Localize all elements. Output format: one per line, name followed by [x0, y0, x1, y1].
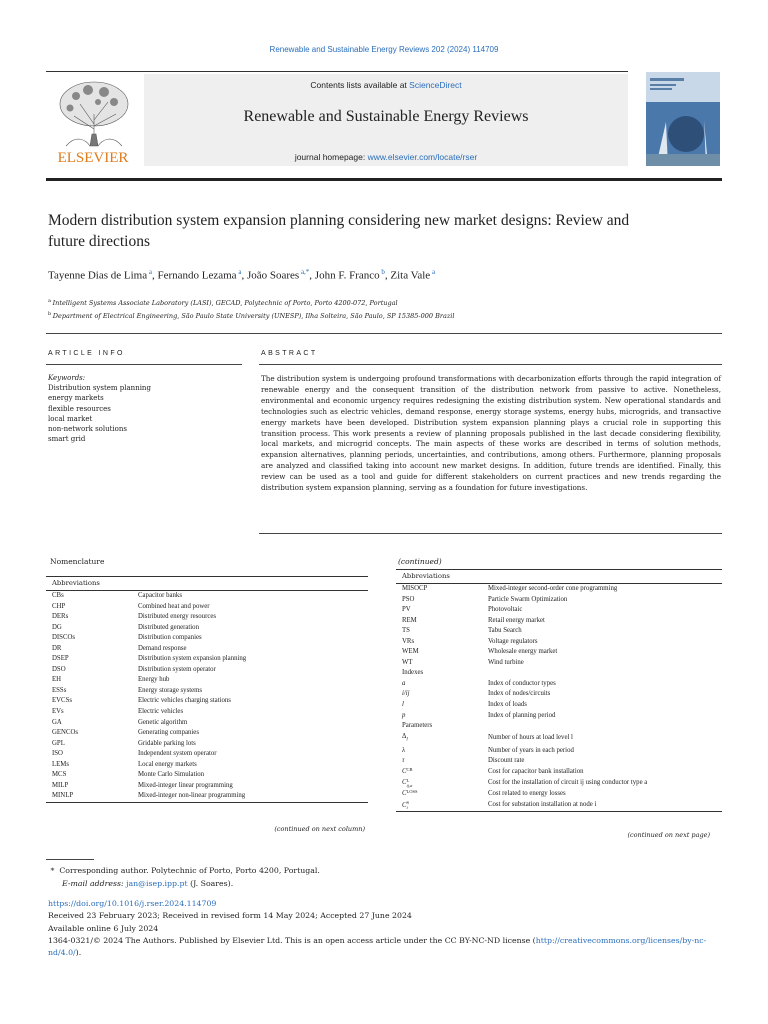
paper-title: Modern distribution system expansion planning considering new market designs: Review and future directions — [48, 212, 630, 250]
journal-cover-thumbnail[interactable] — [646, 72, 720, 166]
nomenclature-definition: Index of planning period — [488, 711, 556, 719]
nomenclature-definition: Capacitor banks — [138, 592, 182, 599]
article-footer — [48, 898, 728, 959]
email-label: E-mail address: — [62, 879, 124, 888]
keywords-block — [48, 373, 244, 444]
nomenclature-definition: Energy storage systems — [138, 686, 203, 694]
nomenclature-row — [396, 756, 647, 767]
license-suffix: ). — [75, 948, 82, 958]
nomenclature-definition: Retail energy market — [488, 616, 545, 624]
continued-next-page: (continued on next page) — [627, 831, 710, 839]
nomenclature-definition: Index of nodes/circuits — [488, 690, 551, 698]
nomenclature-definition: Demand response — [138, 644, 187, 652]
nomenclature-row — [396, 626, 647, 637]
nomenclature-term: GPL — [52, 739, 65, 747]
abstract-end-rule — [259, 533, 722, 534]
nomenclature-row — [396, 800, 647, 811]
keyword: non-network solutions — [48, 425, 127, 434]
affiliation-list — [48, 296, 728, 322]
nomenclature-term: GA — [52, 718, 62, 726]
nomenclature-term — [396, 756, 488, 767]
affiliation-mark[interactable]: a,* — [299, 268, 310, 276]
nomenclature-row — [46, 644, 246, 655]
available-online: Available online 6 July 2024 — [48, 923, 159, 933]
nomenclature-row — [46, 591, 246, 602]
nomenclature-definition: Generating companies — [138, 729, 199, 737]
nomenclature-term: DG — [52, 623, 62, 631]
symbol: C S i — [402, 799, 410, 810]
received-dates: Received 23 February 2023; Received in revised form 14 May 2024; Accepted 27 June 2024 — [48, 911, 412, 921]
nomenclature-continued-title: (continued) — [398, 557, 442, 566]
nomenclature-term: GENCOs — [52, 729, 79, 737]
nomenclature-term: DR — [52, 644, 62, 652]
nomenclature-row — [396, 647, 647, 658]
nomenclature-term: PSO — [402, 595, 415, 603]
abstract-heading: ABSTRACT — [261, 350, 318, 357]
nomenclature-left-rows — [46, 591, 246, 802]
article-info-heading: ARTICLE INFO — [48, 350, 125, 357]
license-link[interactable]: http://creativecommons.org/licenses/by-nc-nd/4.0/ — [48, 935, 707, 958]
nomenclature-row — [396, 616, 647, 627]
nomenclature-term: PV — [402, 606, 411, 614]
nomenclature-definition: Index of conductor types — [488, 679, 556, 687]
affiliation-mark[interactable]: a — [236, 268, 242, 276]
keyword: Distribution system planning — [48, 384, 151, 393]
nomenclature-term — [396, 679, 488, 690]
nomenclature-term — [396, 732, 488, 746]
nomenclature-row — [396, 689, 647, 700]
table-bottom-rule — [396, 811, 722, 812]
nomenclature-row — [396, 679, 647, 690]
affiliation-mark[interactable]: b — [379, 268, 385, 276]
nomenclature-definition: Genetic algorithm — [138, 718, 188, 726]
footnote-rule — [46, 859, 94, 860]
nomenclature-row — [46, 675, 246, 686]
journal-title: Renewable and Sustainable Energy Reviews — [243, 108, 529, 125]
nomenclature-row — [396, 605, 647, 616]
nomenclature-term: WT — [402, 658, 413, 666]
symbol: λ — [402, 746, 405, 754]
nomenclature-definition: Combined heat and power — [138, 602, 210, 610]
nomenclature-definition: Distribution system operator — [138, 665, 216, 673]
nomenclature-row — [46, 623, 246, 634]
nomenclature-row — [46, 739, 246, 750]
email-link[interactable]: jan@isep.ipp.pt — [126, 879, 188, 888]
nomenclature-term: MINLP — [52, 792, 74, 800]
nomenclature-term: MILP — [52, 781, 69, 789]
keyword: flexible resources — [48, 404, 111, 413]
nomenclature-term: CHP — [52, 602, 66, 610]
footnote-star: * — [48, 866, 60, 875]
nomenclature-definition: Distributed energy resources — [138, 613, 217, 621]
nomenclature-term: CBs — [52, 592, 64, 599]
keyword-list — [48, 383, 244, 444]
nomenclature-definition: Discount rate — [488, 757, 525, 765]
nomenclature-definition: Mixed-integer second-order cone programming — [488, 585, 618, 592]
license-prefix: 1364-0321/© 2024 The Authors. Published by Elsevier Ltd. This is an open access article under the CC BY-NC-ND license ( — [48, 935, 536, 945]
sciencedirect-link[interactable]: ScienceDirect — [409, 80, 462, 90]
nomenclature-row — [46, 612, 246, 623]
nomenclature-term — [396, 689, 488, 700]
nomenclature-group-row — [396, 668, 647, 679]
section-divider — [46, 333, 722, 334]
author-list: Tayenne Dias de Lima $^a$, Fernando Lezama $^a$, João Soares $^{a,*}$, John F. Franco $^b$, Zita Vale $^a$ — [48, 268, 436, 282]
keyword: energy markets — [48, 394, 104, 403]
nomenclature-term: WEM — [402, 648, 419, 656]
affiliation-line — [48, 309, 728, 322]
symbol: p — [402, 711, 406, 719]
doi-link[interactable]: https://doi.org/10.1016/j.rser.2024.114709 — [48, 899, 217, 908]
affiliation-text: Department of Electrical Engineering, São Paulo State University (UNESP), Ilha Solteira, São Paulo, SP 15385-000 Brazil — [52, 312, 455, 321]
nomenclature-definition: Local energy markets — [138, 760, 197, 768]
nomenclature-term — [396, 800, 488, 811]
nomenclature-row — [396, 778, 647, 789]
nomenclature-definition: Cost for the installation of circuit ij using conductor type a — [488, 779, 648, 787]
nomenclature-definition: Gridable parking lots — [138, 739, 196, 747]
symbol: τ — [402, 757, 405, 765]
nomenclature-row — [396, 767, 647, 778]
nomenclature-row — [46, 696, 246, 707]
nomenclature-row — [396, 584, 647, 595]
nomenclature-term: ESSs — [52, 686, 67, 694]
nomenclature-term — [396, 700, 488, 711]
affiliation-mark[interactable]: a — [430, 268, 436, 276]
table-bottom-rule — [46, 802, 368, 803]
nomenclature-row — [46, 791, 246, 802]
nomenclature-definition: Monte Carlo Simulation — [138, 771, 205, 779]
nomenclature-term: ISO — [52, 750, 63, 758]
nomenclature-definition: Number of years in each period — [488, 746, 574, 754]
nomenclature-row — [46, 633, 246, 644]
nomenclature-term: LEMs — [52, 760, 69, 768]
nomenclature-term — [396, 711, 488, 722]
affiliation-mark: a — [48, 298, 53, 304]
nomenclature-row — [46, 770, 246, 781]
corresponding-author-footnote — [48, 864, 728, 890]
nomenclature-definition: Cost for capacitor bank installation — [488, 767, 584, 775]
svg-text:ELSEVIER: ELSEVIER — [57, 150, 129, 166]
author-name[interactable]: Fernando Lezama — [157, 269, 237, 282]
symbol: l — [402, 701, 404, 709]
nomenclature-row — [46, 718, 246, 729]
nomenclature-term: MCS — [52, 771, 67, 779]
affiliation-mark[interactable]: a — [147, 268, 152, 276]
journal-homepage — [144, 152, 628, 162]
nomenclature-definition: Independent system operator — [138, 750, 217, 758]
nomenclature-table-left — [46, 576, 368, 803]
nomenclature-group-label: Indexes — [402, 669, 424, 677]
article-info-rule — [46, 364, 242, 365]
symbol: C L ij,a — [402, 777, 413, 788]
email-owner: (J. Soares). — [190, 879, 234, 888]
nomenclature-definition: Wholesale energy market — [488, 648, 558, 656]
nomenclature-title: Nomenclature — [50, 557, 105, 566]
symbol: C LOSS — [402, 788, 418, 798]
nomenclature-term: DISCOs — [52, 634, 76, 642]
elsevier-logo — [46, 74, 141, 166]
nomenclature-definition: Number of hours at load level l — [488, 734, 573, 742]
affiliation-text: Intelligent Systems Associate Laboratory (LASI), GECAD, Polytechnic of Porto, Porto 4200-072, Portugal — [52, 299, 398, 308]
author-name[interactable]: Tayenne Dias de Lima — [48, 269, 148, 282]
author-name[interactable]: João Soares — [246, 269, 300, 282]
nomenclature-row — [46, 760, 246, 771]
nomenclature-group-label: Parameters — [402, 722, 433, 730]
nomenclature-term: EVCSs — [52, 697, 73, 705]
keywords-label: Keywords: — [48, 374, 86, 382]
nomenclature-definition: Electric vehicles charging stations — [138, 697, 231, 705]
nomenclature-term: DSO — [52, 665, 66, 673]
nomenclature-definition: Index of loads — [488, 701, 527, 709]
nomenclature-definition: Mixed-integer linear programming — [138, 781, 233, 789]
nomenclature-row — [396, 732, 647, 746]
abstract-text: The distribution system is undergoing profound transformations with decarbonization efforts through the rapid integration of renewable energy and the consequent transition of the distribution network from passive to active. Nonetheless, environmental and economic urgency requires redesigning the existing distribution system. New operational standards and technologies such as electric vehicles, demand response, energy storage systems, energy hubs, microgrids, and transactive energy markets have been developed. Distribution system expansion planning plays a crucial role in supporting this transition process. This work presents a review of planning proposals published in the last decade considering flexibility, local markets, and microgrid concepts. The main aspects of these works are described in terms of solution methods, expansion alternatives, planning periods, uncertainties, and contributions, among others. Furthermore, planning proposals are analyzed and classified taking into account new market designs. In addition, future trends are identified. Finally, this review can be used as a tool and guide for different stakeholders on current practices and new trends regarding the distribution system expansion planning, serving as a foundation for future investigations. — [261, 374, 721, 493]
abstract-rule — [259, 364, 722, 365]
nomenclature-term: REM — [402, 616, 417, 624]
symbol: a — [402, 679, 406, 687]
nomenclature-row — [396, 789, 647, 800]
journal-reference-link[interactable]: Renewable and Sustainable Energy Reviews 202 (2024) 114709 — [269, 45, 499, 54]
nomenclature-definition: Particle Swarm Optimization — [488, 595, 568, 603]
nomenclature-definition: Distribution companies — [138, 634, 202, 642]
author-name[interactable]: John F. Franco — [314, 269, 380, 282]
group-label-abbreviations: Abbreviations — [402, 572, 450, 580]
elsevier-tree-icon — [46, 74, 141, 166]
keyword: local market — [48, 414, 93, 423]
group-label-abbreviations: Abbreviations — [52, 579, 100, 587]
nomenclature-definition: Cost for substation installation at node i — [488, 801, 597, 809]
nomenclature-term — [396, 789, 488, 800]
nomenclature-definition: Distribution system expansion planning — [138, 655, 247, 663]
symbol: $\Delta_l$ — [402, 732, 408, 743]
contents-prefix: Contents lists available at — [310, 80, 410, 90]
nomenclature-definition: Mixed-integer non-linear programming — [138, 792, 246, 800]
nomenclature-group-row — [396, 721, 647, 732]
nomenclature-row — [396, 746, 647, 757]
affiliation-mark: b — [48, 311, 53, 318]
nomenclature-term — [396, 767, 488, 778]
nomenclature-term: DERs — [52, 613, 69, 621]
nomenclature-row — [396, 711, 647, 722]
keyword: smart grid — [48, 435, 86, 444]
homepage-prefix: journal homepage: — [294, 152, 368, 162]
nomenclature-row — [46, 728, 246, 739]
nomenclature-row — [46, 707, 246, 718]
nomenclature-row — [46, 686, 246, 697]
nomenclature-row — [396, 595, 647, 606]
nomenclature-right-rows — [396, 584, 647, 811]
nomenclature-term: EVs — [52, 708, 64, 716]
nomenclature-definition: Tabu Search — [488, 627, 522, 635]
cover-image — [646, 72, 720, 166]
nomenclature-row — [46, 654, 246, 665]
author-name[interactable]: Zita Vale — [390, 269, 431, 282]
footnote-text: Corresponding author. Polytechnic of Porto, Porto 4200, Portugal. — [59, 866, 320, 875]
nomenclature-term — [396, 778, 488, 789]
nomenclature-definition: Voltage regulators — [488, 637, 538, 645]
nomenclature-definition: Energy hub — [138, 676, 170, 684]
nomenclature-definition: Distributed generation — [138, 623, 199, 631]
nomenclature-row — [396, 700, 647, 711]
nomenclature-row — [46, 602, 246, 613]
homepage-link[interactable]: www.elsevier.com/locate/rser — [367, 152, 478, 162]
nomenclature-definition: Wind turbine — [488, 658, 524, 666]
nomenclature-definition: Cost related to energy losses — [488, 790, 566, 798]
nomenclature-row — [46, 781, 246, 792]
nomenclature-row — [396, 658, 647, 669]
corresponding-author-note — [48, 864, 728, 877]
nomenclature-row — [46, 749, 246, 760]
nomenclature-definition: Electric vehicles — [138, 708, 184, 716]
symbol: i/ij — [402, 690, 410, 698]
nomenclature-term: EH — [52, 676, 62, 684]
nomenclature-term — [396, 746, 488, 757]
nomenclature-term: VRs — [402, 637, 415, 645]
nomenclature-row — [46, 665, 246, 676]
nomenclature-term: MISOCP — [402, 585, 428, 592]
license-statement — [48, 935, 728, 960]
affiliation-line — [48, 296, 728, 309]
nomenclature-definition: Photovoltaic — [488, 606, 523, 614]
continued-next-column: (continued on next column) — [274, 825, 365, 833]
contents-availability — [144, 80, 628, 90]
nomenclature-table-right — [396, 569, 722, 812]
nomenclature-term: TS — [402, 627, 410, 635]
masthead-rule — [46, 71, 628, 72]
nomenclature-row — [396, 637, 647, 648]
masthead-rule-thick — [46, 178, 722, 181]
symbol: C CB — [402, 766, 413, 776]
email-line — [48, 877, 728, 890]
nomenclature-term: DSEP — [52, 655, 69, 663]
